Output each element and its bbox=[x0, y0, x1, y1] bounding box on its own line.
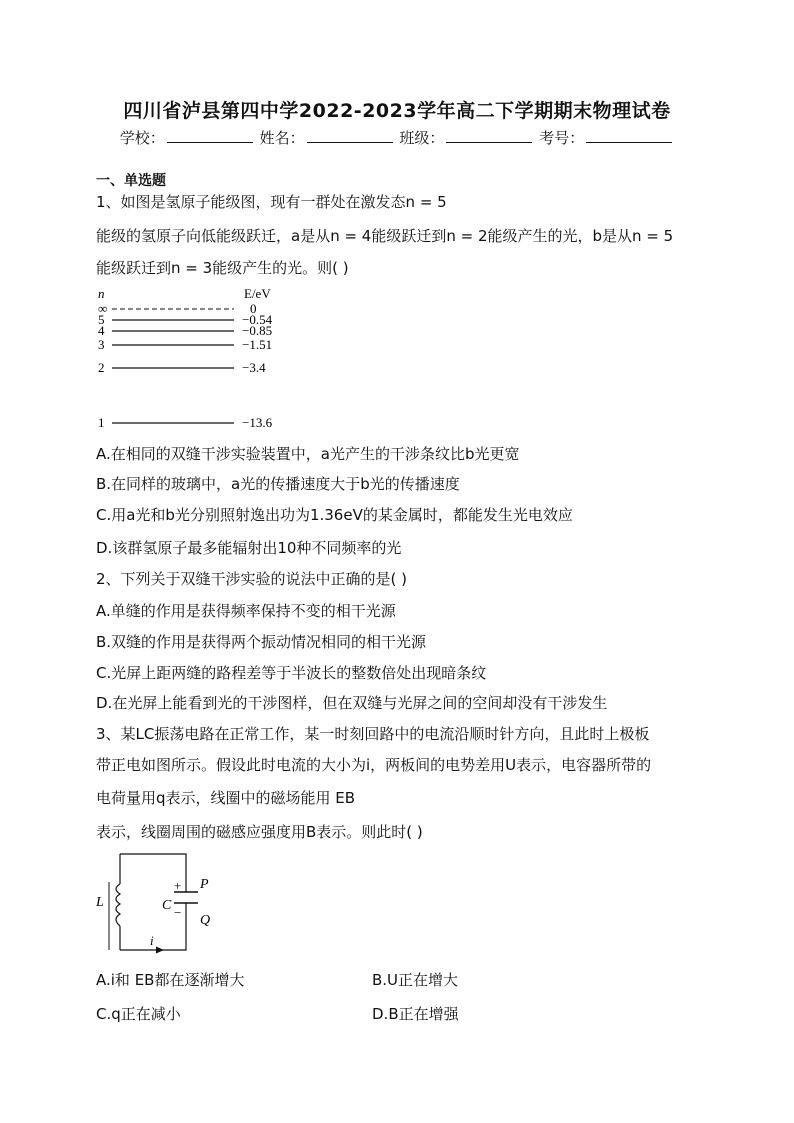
q1-option-b[interactable]: B.在同样的玻璃中，a光的传播速度大于b光的传播速度 bbox=[96, 475, 460, 493]
q1-stem-line-3: 能级跃迁到n = 3能级产生的光。则( ) bbox=[96, 259, 349, 277]
level-e-5: −0.54 bbox=[242, 312, 273, 327]
q1-option-c[interactable]: C.用a光和b光分别照射逸出功为1.36eV的某金属时，都能发生光电效应 bbox=[96, 506, 573, 524]
capacitor-label: C bbox=[162, 898, 172, 913]
level-e-4: −0.85 bbox=[242, 323, 273, 338]
n-axis-label: n bbox=[98, 286, 105, 301]
inductor-coil bbox=[116, 884, 120, 926]
level-e-2: −3.4 bbox=[242, 360, 266, 375]
school-label: 学校： bbox=[119, 129, 165, 147]
level-n-3: 3 bbox=[98, 337, 105, 352]
exam-no-label: 考号： bbox=[539, 129, 585, 147]
class-label: 班级： bbox=[399, 129, 445, 147]
level-n-5: 5 bbox=[98, 312, 105, 327]
level-n-4: 4 bbox=[98, 323, 105, 338]
q3-option-a[interactable]: A.i和 EB都在逐渐增大 bbox=[96, 971, 245, 989]
name-label: 姓名： bbox=[259, 129, 305, 147]
minus-sign: − bbox=[174, 905, 182, 920]
q1-stem-line-1: 1、如图是氢原子能级图，现有一群处在激发态n = 5 bbox=[96, 193, 447, 211]
exam-no-blank[interactable] bbox=[586, 128, 672, 143]
level-n-infinity: ∞ bbox=[98, 301, 108, 316]
q1-option-a[interactable]: A.在相同的双缝干涉实验装置中，a光产生的干涉条纹比b光更宽 bbox=[96, 445, 520, 463]
q2-option-c[interactable]: C.光屏上距两缝的路程差等于半波长的整数倍处出现暗条纹 bbox=[96, 664, 487, 682]
q3-stem-line-3: 电荷量用q表示，线圈中的磁场能用 EB bbox=[96, 789, 356, 807]
plate-p-label: P bbox=[200, 877, 209, 892]
section-heading: 一、单选题 bbox=[96, 173, 166, 189]
q2-option-a[interactable]: A.单缝的作用是获得频率保持不变的相干光源 bbox=[96, 602, 396, 620]
student-info-row bbox=[0, 127, 794, 148]
q3-option-b[interactable]: B.U正在增大 bbox=[372, 971, 459, 989]
q3-option-d[interactable]: D.B正在增强 bbox=[372, 1005, 459, 1023]
q3-stem-line-2: 带正电如图所示。假设此时电流的大小为i，两板间的电势差用U表示，电容器所带的 bbox=[96, 756, 652, 774]
page-title: 四川省泸县第四中学2022-2023学年高二下学期期末物理试卷 bbox=[123, 100, 671, 122]
energy-level-diagram bbox=[92, 285, 312, 433]
plate-q-label: Q bbox=[200, 913, 211, 928]
current-label: i bbox=[150, 933, 154, 948]
level-n-2: 2 bbox=[98, 360, 105, 375]
q2-option-d[interactable]: D.在光屏上能看到光的干涉图样，但在双缝与光屏之间的空间却没有干涉发生 bbox=[96, 694, 608, 712]
current-arrow-icon bbox=[156, 947, 164, 954]
energy-axis-label: E/eV bbox=[244, 286, 271, 301]
inductor-label: L bbox=[96, 895, 104, 910]
class-blank[interactable] bbox=[446, 128, 532, 143]
q3-stem-line-1: 3、某LC振荡电路在正常工作，某一时刻回路中的电流沿顺时针方向，且此时上极板 bbox=[96, 725, 650, 743]
q3-option-c[interactable]: C.q正在减小 bbox=[96, 1005, 181, 1023]
plus-sign: + bbox=[174, 878, 182, 893]
q2-option-b[interactable]: B.双缝的作用是获得两个振动情况相同的相干光源 bbox=[96, 633, 427, 651]
level-e-infinity: 0 bbox=[250, 301, 257, 316]
school-blank[interactable] bbox=[167, 128, 253, 143]
q2-stem: 2、下列关于双缝干涉实验的说法中正确的是( ) bbox=[96, 570, 408, 588]
name-blank[interactable] bbox=[307, 128, 393, 143]
lc-circuit-diagram bbox=[92, 846, 222, 956]
q1-stem-line-2: 能级的氢原子向低能级跃迁，a是从n = 4能级跃迁到n = 2能级产生的光，b是从n = 5 bbox=[96, 227, 674, 245]
level-n-1: 1 bbox=[98, 415, 105, 430]
level-e-1: −13.6 bbox=[242, 415, 273, 430]
level-e-3: −1.51 bbox=[242, 337, 273, 352]
q1-option-d[interactable]: D.该群氢原子最多能辐射出10种不同频率的光 bbox=[96, 539, 402, 557]
q3-stem-line-4: 表示，线圈周围的磁感应强度用B表示。则此时( ) bbox=[96, 823, 423, 841]
